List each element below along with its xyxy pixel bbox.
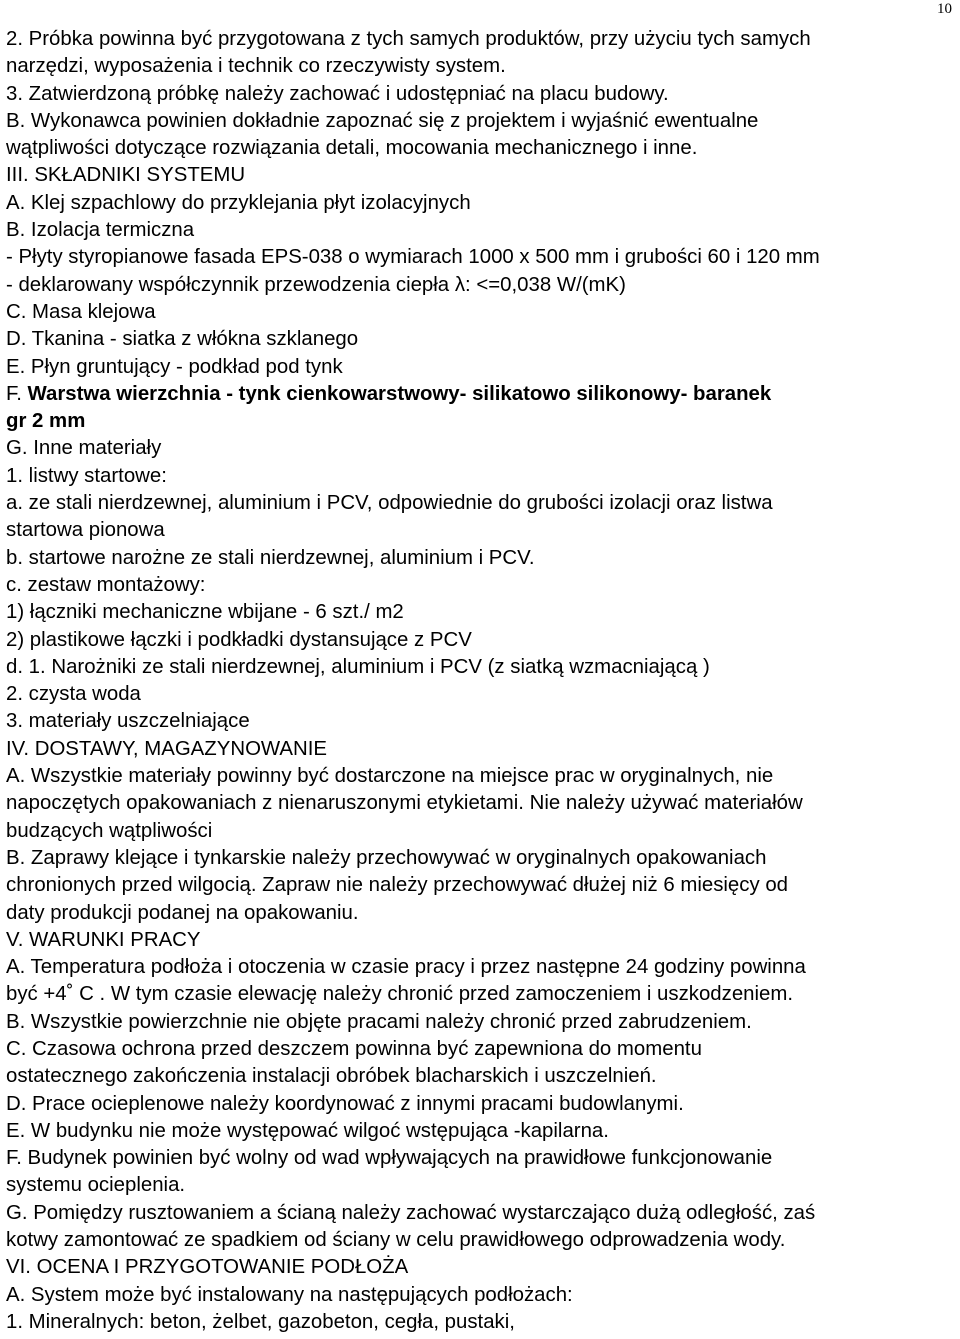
text-line: być +4˚ C . W tym czasie elewację należy chronić przed zamoczeniem i uszkodzeniem.: [6, 983, 794, 1006]
text-line: III. SKŁADNIKI SYSTEMU: [6, 164, 246, 187]
text-line: ostatecznego zakończenia instalacji obróbek blacharskich i uszczelnień.: [6, 1065, 657, 1088]
text-line: E. W budynku nie może występować wilgoć wstępująca -kapilarna.: [6, 1119, 609, 1142]
text-line: G. Pomiędzy rusztowaniem a ścianą należy zachować wystarczająco dużą odległość, zaś: [6, 1201, 816, 1224]
text-line: A. Klej szpachlowy do przyklejania płyt izolacyjnych: [6, 191, 471, 214]
text-line: C. Masa klejowa: [6, 300, 156, 323]
text-line: D. Prace ocieplenowe należy koordynować z innymi pracami budowlanymi.: [6, 1092, 684, 1115]
text-line: chronionych przed wilgocią. Zapraw nie należy przechowywać dłużej niż 6 miesięcy od: [6, 874, 789, 897]
text-line: daty produkcji podanej na opakowaniu.: [6, 901, 359, 924]
text-line: B. Wszystkie powierzchnie nie objęte pracami należy chronić przed zabrudzeniem.: [6, 1010, 752, 1033]
text-line: 2. Próbka powinna być przygotowana z tych samych produktów, przy użyciu tych samych: [6, 28, 811, 50]
text-line: B. Izolacja termiczna: [6, 219, 195, 242]
text-line: kotwy zamontować ze spadkiem od ściany w celu prawidłowego odprowadzenia wody.: [6, 1229, 786, 1252]
text-line: wątpliwości dotyczące rozwiązania detali, mocowania mechanicznego i inne.: [6, 137, 698, 160]
text-line-warstwa-wierzchnia: [6, 381, 956, 408]
text-line: startowa pionowa: [6, 519, 165, 542]
text-line: b. startowe narożne ze stali nierdzewnej, aluminium i PCV.: [6, 546, 535, 569]
text-line: 1. listwy startowe:: [6, 464, 167, 487]
text-line: 1. Mineralnych: beton, żelbet, gazobeton, cegła, pustaki,: [6, 1310, 515, 1333]
text-line: V. WARUNKI PRACY: [6, 928, 201, 951]
text-line: D. Tkanina - siatka z włókna szklanego: [6, 328, 359, 351]
text-line: budzących wątpliwości: [6, 819, 213, 842]
text-line: - deklarowany współczynnik przewodzenia ciepła λ: <=0,038 W/(mK): [6, 273, 626, 296]
text-line: 3. materiały uszczelniające: [6, 710, 250, 733]
text-line: A. Temperatura podłoża i otoczenia w czasie pracy i przez następne 24 godziny powinna: [6, 956, 806, 979]
text-line: 1) łączniki mechaniczne wbijane - 6 szt./ m2: [6, 601, 404, 624]
bold-heading-text: Warstwa wierzchnia - tynk cienkowarstwowy- silikatowo silikonowy- baranek: [27, 382, 772, 405]
text-line: B. Zaprawy klejące i tynkarskie należy przechowywać w oryginalnych opakowaniach: [6, 846, 767, 869]
text-line: B. Wykonawca powinien dokładnie zapoznać się z projektem i wyjaśnić ewentualne: [6, 109, 759, 132]
text-line: napoczętych opakowaniach z nienaruszonymi etykietami. Nie należy używać materiałów: [6, 792, 803, 815]
text-line: 3. Zatwierdzoną próbkę należy zachować i udostępniać na placu budowy.: [6, 82, 669, 105]
text-line: narzędzi, wyposażenia i technik co rzeczywisty system.: [6, 55, 506, 78]
text-line: a. ze stali nierdzewnej, aluminium i PCV, odpowiednie do grubości izolacji oraz listwa: [6, 492, 773, 515]
text-line: 2. czysta woda: [6, 683, 141, 706]
text-line: VI. OCENA I PRZYGOTOWANIE PODŁOŻA: [6, 1256, 409, 1279]
document-body: [6, 26, 956, 1336]
text-line: F. Budynek powinien być wolny od wad wpływających na prawidłowe funkcjonowanie: [6, 1147, 773, 1170]
text-line: IV. DOSTAWY, MAGAZYNOWANIE: [6, 737, 328, 760]
line-prefix: F.: [6, 382, 28, 405]
bold-heading-text: gr 2 mm: [6, 410, 86, 433]
text-line-thickness: [6, 408, 956, 435]
text-line: E. Płyn gruntujący - podkład pod tynk: [6, 355, 343, 378]
text-line: systemu ocieplenia.: [6, 1174, 186, 1197]
text-line: - Płyty styropianowe fasada EPS-038 o wymiarach 1000 x 500 mm i grubości 60 i 120 mm: [6, 246, 820, 269]
text-line: 2) plastikowe łączki i podkładki dystansujące z PCV: [6, 628, 472, 651]
text-line: G. Inne materiały: [6, 437, 162, 460]
text-line: d. 1. Narożniki ze stali nierdzewnej, aluminium i PCV (z siatką wzmacniającą ): [6, 655, 710, 678]
text-line: A. Wszystkie materiały powinny być dostarczone na miejsce prac w oryginalnych, nie: [6, 765, 774, 788]
page-number: 10: [937, 1, 952, 17]
text-line: A. System może być instalowany na następujących podłożach:: [6, 1283, 573, 1306]
text-line: C. Czasowa ochrona przed deszczem powinna być zapewniona do momentu: [6, 1037, 702, 1060]
text-line: c. zestaw montażowy:: [6, 573, 206, 596]
